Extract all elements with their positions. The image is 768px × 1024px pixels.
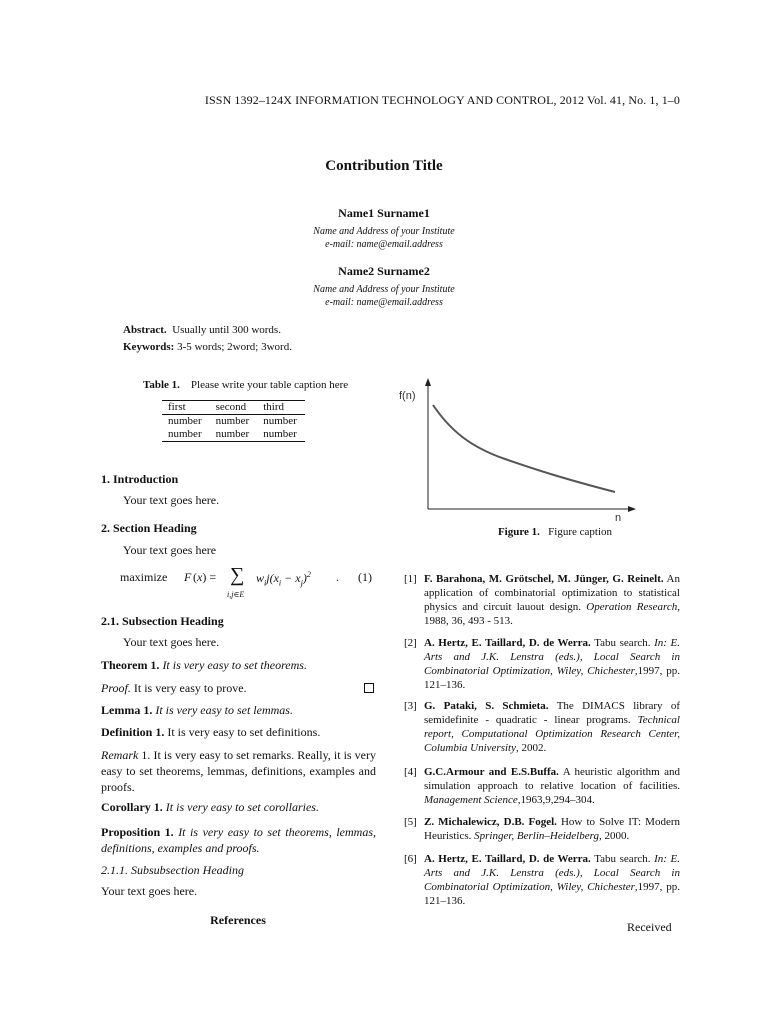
reference-item (404, 815, 680, 843)
abstract-text: Usually until 300 words. (172, 324, 281, 336)
reference-item (404, 852, 680, 908)
reference-text: How to Solve IT: Modern Heuristics. (424, 816, 681, 842)
lemma (101, 703, 376, 718)
table-cell: number (263, 415, 297, 427)
reference-venue: Technical report, Computational Optimization Research Center, Columbia University (424, 714, 680, 754)
table-cell: number (162, 428, 210, 442)
reference-text: A heuristic algorithm and simulation approach to relative location of facilities. (424, 766, 680, 792)
definition (101, 725, 376, 740)
author-1-affiliation: Name and Address of your Institute (313, 226, 455, 237)
sum-symbol: ∑ (230, 564, 245, 586)
subsubsection-text: Your text goes here. (101, 884, 198, 898)
reference-tail: , 1988, 36, 493 - 513. (424, 601, 680, 627)
abstract-block (123, 322, 292, 356)
author-2-email: e-mail: name@email.address (325, 297, 443, 308)
remark (101, 747, 376, 795)
table-caption-text: Please write your table caption here (190, 379, 349, 391)
reference-item (404, 699, 680, 755)
section-2-heading: 2. Section Heading (101, 521, 197, 535)
table-header-cell: second (210, 401, 258, 415)
qed-symbol (364, 683, 374, 693)
reference-authors: Z. Michalewicz, D.B. Fogel. (424, 816, 557, 828)
received-note: Received (627, 920, 672, 934)
table-header-cell: third (257, 401, 305, 415)
figure-caption-text: Figure caption (548, 526, 613, 538)
proof-text: It is very easy to prove. (133, 681, 247, 695)
proposition-text: It is very easy to set theorems, lemmas, definitions, examples and proofs. (101, 825, 377, 855)
section-2-text: Your text goes here (123, 543, 217, 557)
lemma-text: It is very easy to set lemmas. (155, 703, 293, 717)
reference-authors: F. Barahona, M. Grötschel, M. Jünger, G. Reinelt. (424, 573, 664, 585)
proposition (101, 824, 376, 856)
sum-index: i,j∈E (227, 590, 245, 599)
reference-venue: Springer, Berlin–Heidelberg (474, 830, 599, 842)
proof (101, 681, 376, 696)
references-heading: References (210, 913, 266, 927)
proposition-label: Proposition 1. (101, 825, 174, 839)
reference-item (404, 636, 680, 692)
reference-venue: Management Science (424, 794, 518, 806)
reference-text: The DIMACS library of semidefinite - quadratic - linear programs. (424, 700, 680, 726)
author-1-name: Name1 Surname1 (338, 206, 430, 220)
theorem-label: Theorem 1. (101, 658, 160, 672)
table-cell: number (257, 428, 305, 442)
table-caption (143, 379, 348, 391)
corollary (101, 800, 376, 815)
journal-header: ISSN 1392–124X INFORMATION TECHNOLOGY AND CONTROL, 2012 Vol. 41, No. 1, 1–0 (204, 93, 680, 107)
equation-body-rest: (x) = (193, 570, 217, 584)
theorem (101, 658, 376, 673)
reference-number: [1] (404, 573, 417, 585)
y-axis-arrow (425, 378, 431, 386)
remark-text: 1. It is very easy to set remarks. Really, it is very easy to set theorems, lemmas, definitions, examples and proofs. (101, 748, 376, 794)
curve (433, 405, 615, 492)
definition-text: It is very easy to set definitions. (167, 725, 321, 739)
reference-tail: , 2000. (598, 830, 630, 842)
equation (120, 564, 380, 599)
reference-tail: ,1963,9,294–304. (517, 794, 595, 806)
equation-word: maximize (120, 570, 168, 584)
table-cell: number (210, 428, 258, 442)
reference-number: [6] (404, 853, 417, 865)
section-1-text: Your text goes here. (123, 493, 220, 507)
reference-tail: ,1997, pp. 121–136. (424, 881, 680, 907)
reference-authors: A. Hertz, E. Taillard, D. de Werra. (424, 637, 591, 649)
reference-venue: Operation Research (586, 601, 678, 613)
author-2-name: Name2 Surname2 (338, 264, 430, 278)
reference-authors: G.C.Armour and E.S.Buffa. (424, 766, 559, 778)
subsection-heading: 2.1. Subsection Heading (101, 614, 224, 628)
x-axis-arrow (628, 506, 636, 512)
figure-plot (395, 375, 645, 525)
remark-label: Remark (101, 748, 139, 762)
table-header-row (162, 401, 305, 415)
reference-item (404, 572, 680, 628)
corollary-text: It is very easy to set corollaries. (165, 800, 319, 814)
reference-number: [4] (404, 766, 417, 778)
definition-label: Definition 1. (101, 725, 165, 739)
reference-number: [5] (404, 816, 417, 828)
corollary-label: Corollary 1. (101, 800, 163, 814)
reference-authors: G. Pataki, S. Schmieta. (424, 700, 549, 712)
reference-tail: , 2002. (515, 742, 547, 754)
table-row (162, 428, 305, 442)
x-axis-label: n (615, 512, 622, 524)
table-caption-label: Table 1. (143, 379, 180, 391)
subsubsection-heading: 2.1.1. Subsubsection Heading (101, 863, 244, 877)
paper-title: Contribution Title (325, 158, 443, 174)
figure-caption-label: Figure 1. (497, 526, 540, 538)
table-cell: number (168, 415, 202, 427)
section-1-heading: 1. Introduction (101, 472, 179, 486)
y-axis-label: f(n) (399, 390, 416, 402)
keywords-text: 3-5 words; 2word; 3word. (177, 341, 292, 353)
reference-tail: ,1997, pp. 121–136. (424, 665, 680, 691)
data-table (162, 400, 305, 442)
equation-summand: $w_ij(x_i - x_j)^2$ (256, 570, 311, 588)
equation-number: (1) (358, 570, 372, 584)
reference-text: An application of combinatorial optimization to statistical physics and circuit lauout design. (424, 573, 680, 613)
reference-number: [2] (404, 637, 417, 649)
reference-number: [3] (404, 700, 417, 712)
abstract-label: Abstract. (123, 324, 167, 336)
author-2-affiliation: Name and Address of your Institute (313, 284, 455, 295)
proof-label: Proof. (101, 681, 131, 695)
table-row (162, 415, 305, 429)
subsection-text: Your text goes here. (123, 635, 220, 649)
reference-venue: In: E. Arts and J.K. Lenstra (eds.), Local Search in Combinatorial Optimization, Wiley, Chichester (424, 637, 681, 677)
reference-authors: A. Hertz, E. Taillard, D. de Werra. (424, 853, 591, 865)
theorem-text: It is very easy to set theorems. (162, 658, 307, 672)
table-header-cell: first (162, 401, 210, 415)
reference-venue: In: E. Arts and J.K. Lenstra (eds.), Local Search in Combinatorial Optimization, Wiley, Chichester (424, 853, 681, 893)
equation-body: F (184, 570, 192, 584)
lemma-label: Lemma 1. (101, 703, 153, 717)
figure-caption (430, 526, 680, 538)
table-cell: number (215, 415, 250, 427)
reference-item (404, 765, 680, 807)
equation-period: . (336, 570, 339, 584)
reference-text: Tabu search. (594, 637, 651, 649)
reference-text: Tabu search. (594, 853, 651, 865)
author-1-email: e-mail: name@email.address (325, 239, 443, 250)
keywords-label: Keywords: (123, 341, 175, 353)
